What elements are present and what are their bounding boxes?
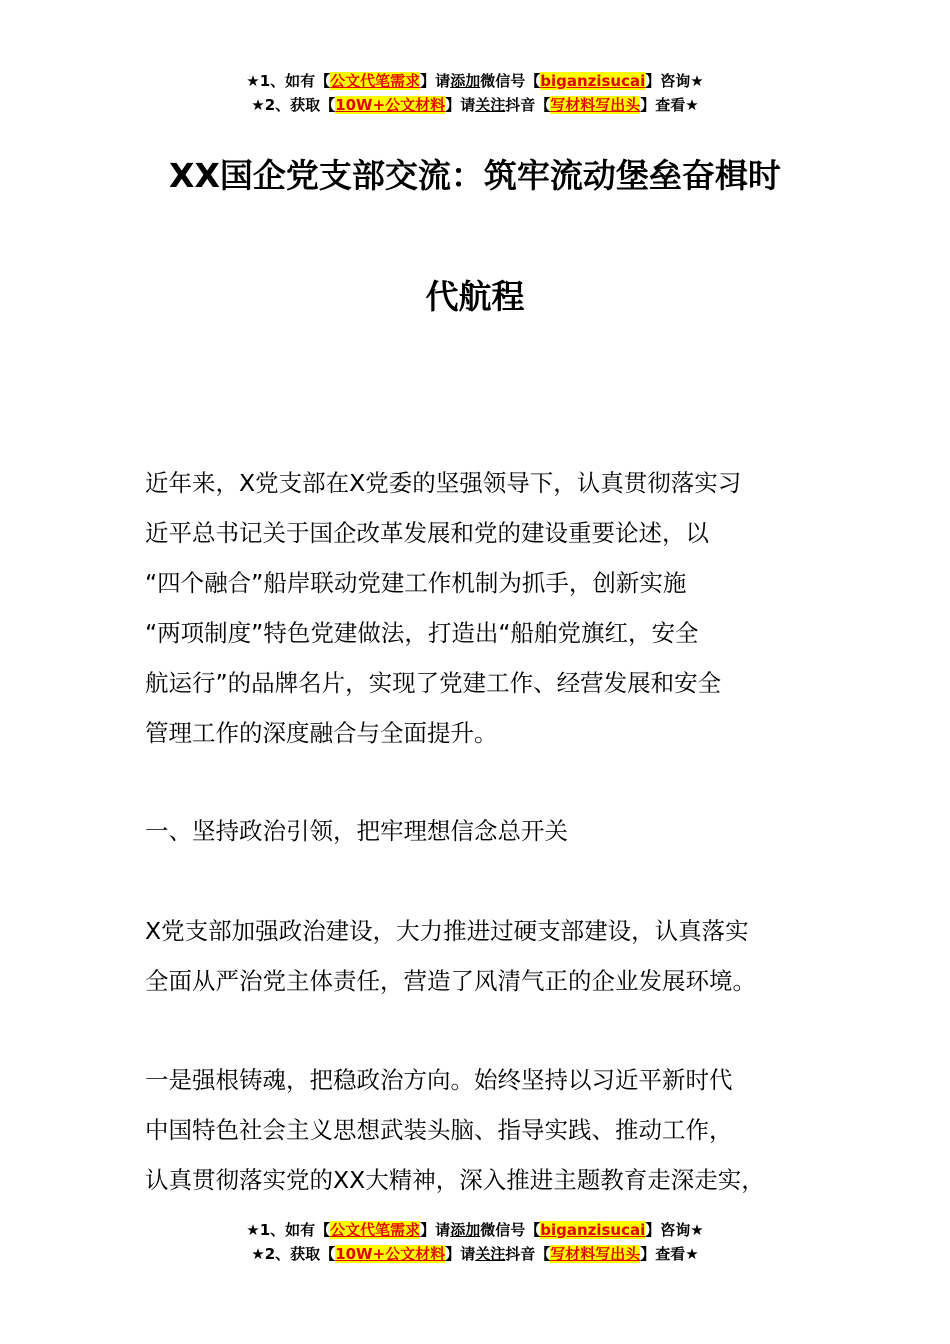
banner-line-2: ★2、获取【10W+公文材料】请关注抖音【写材料写出头】查看★ xyxy=(251,1245,699,1263)
paragraph-2: X党支部加强政治建设，大力推进过硬支部建设，认真落实 全面从严治党主体责任，营造了风清气正的企业发展环境。 xyxy=(145,917,756,995)
section-heading-1: 一、坚持政治引领，把牢理想信念总开关 xyxy=(145,817,568,845)
title-line-2: 代航程 xyxy=(425,277,525,316)
header-banner xyxy=(0,69,950,117)
footer-banner xyxy=(0,1218,950,1266)
paragraph-3: 一是强根铸魂，把稳政治方向。始终坚持以习近平新时代 中国特色社会主义思想武装头脑、指导实践、推动工作， 认真贯彻落实党的XX大精神，深入推进主题教育走深走实， xyxy=(145,1066,765,1194)
banner-line-1: ★1、如有【公文代笔需求】请添加微信号【biganzisucai】咨询★ xyxy=(246,1221,704,1239)
banner-line-1: ★1、如有【公文代笔需求】请添加微信号【biganzisucai】咨询★ xyxy=(246,72,704,90)
title-line-1: XX国企党支部交流：筑牢流动堡垒奋楫时 xyxy=(169,156,781,195)
banner-line-2: ★2、获取【10W+公文材料】请关注抖音【写材料写出头】查看★ xyxy=(251,96,699,114)
paragraph-intro: 近年来，X党支部在X党委的坚强领导下，认真贯彻落实习 近平总书记关于国企改革发展和党的建设重要论述，以 “四个融合”船岸联动党建工作机制为抓手，创新实施 “两项制度”特色党建做法，打造出“船舶党旗红，安全 航运行”的品牌名片，实现了党建工作、经营发展和安全 管理工作的深度融合与全面提升。 xyxy=(145,469,742,747)
